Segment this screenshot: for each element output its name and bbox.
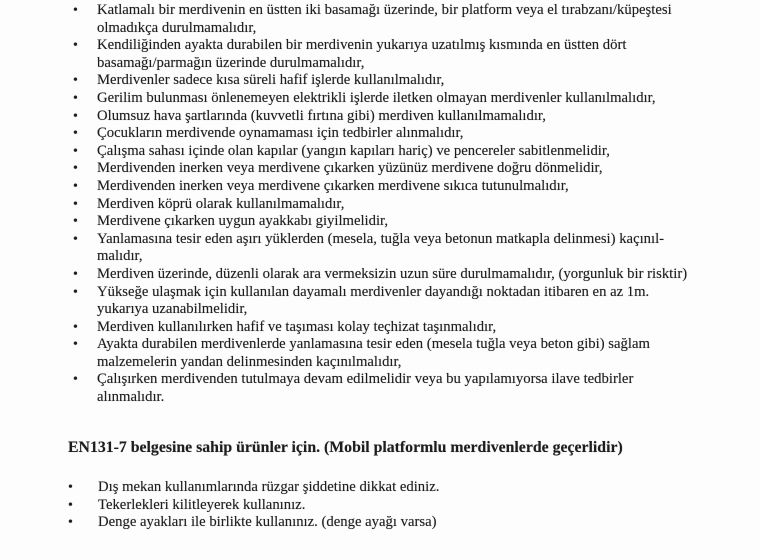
list-item: • Denge ayakları ile birlikte kullanınız. (denge ayağı varsa) <box>0 514 700 532</box>
list-item: • Çocukların merdivende oynamaması için tedbirler alınmalıdır, <box>0 125 700 143</box>
list-item: • Merdiven üzerinde, düzenli olarak ara vermeksizin uzun süre durulmamalıdır, (yorgunluk bir risktir) <box>0 266 700 284</box>
list-item: • Çalışırken merdivenden tutulmaya devam edilmelidir veya bu yapılamıyorsa ilave tedbirler alınmalıdır. <box>0 371 700 406</box>
list-item: • Dış mekan kullanımlarında rüzgar şiddetine dikkat ediniz. <box>0 479 700 497</box>
list-item: • Merdivene çıkarken uygun ayakkabı giyilmelidir, <box>0 213 700 231</box>
list-item: • Tekerlekleri kilitleyerek kullanınız. <box>0 497 700 515</box>
list-item: • Ayakta durabilen merdivenlerde yanlamasına tesir eden (mesela tuğla veya beton gibi) sağlam malzemelerin yandan delinmesinden kaçınılmalıdır, <box>0 336 700 371</box>
list-item: • Merdiven köprü olarak kullanılmamalıdır, <box>0 196 700 214</box>
list-item: • Merdivenler sadece kısa süreli hafif işlerde kullanılmalıdır, <box>0 72 700 90</box>
list-item: • Çalışma sahası içinde olan kapılar (yangın kapıları hariç) ve pencereler sabitlenmelidir, <box>0 143 700 161</box>
section-heading-en131-7: EN131-7 belgesine sahip ürünler için. (Mobil platformlu merdivenlerde geçerlidir) <box>68 438 623 456</box>
list-item: • Merdiven kullanılırken hafif ve taşıması kolay teçhizat taşınmalıdır, <box>0 319 700 337</box>
list-item: • Yükseğe ulaşmak için kullanılan dayamalı merdivenler dayandığı noktadan itibaren en az 1m. yukarıya uzanabilmelidir, <box>0 284 700 319</box>
list-item: • Katlamalı bir merdivenin en üstten iki basamağı üzerinde, bir platform veya el tırabzanı/küpeştesi olmadıkça durulmamalıdır, <box>0 2 700 37</box>
list-item: • Olumsuz hava şartlarında (kuvvetli fırtına gibi) merdiven kullanılmamalıdır, <box>0 108 700 126</box>
en131-bullet-list <box>0 479 700 533</box>
list-item: • Merdivenden inerken veya merdivene çıkarken merdivene sıkıca tutunulmalıdır, <box>0 178 700 196</box>
list-item: • Gerilim bulunması önlenemeyen elektrikli işlerde iletken olmayan merdivenler kullanılmalıdır, <box>0 90 700 108</box>
list-item: • Merdivenden inerken veya merdivene çıkarken yüzünüz merdivene doğru dönmelidir, <box>0 160 700 178</box>
list-item: • Yanlamasına tesir eden aşırı yüklerden (mesela, tuğla veya betonun matkapla delinmesi) kaçınılmalıdır, <box>0 231 700 266</box>
safety-bullet-list <box>0 2 700 407</box>
list-item: • Kendiliğinden ayakta durabilen bir merdivenin yukarıya uzatılmış kısmında en üstten dört basamağı/parmağın üzerinde durulmamalıdır, <box>0 37 700 72</box>
